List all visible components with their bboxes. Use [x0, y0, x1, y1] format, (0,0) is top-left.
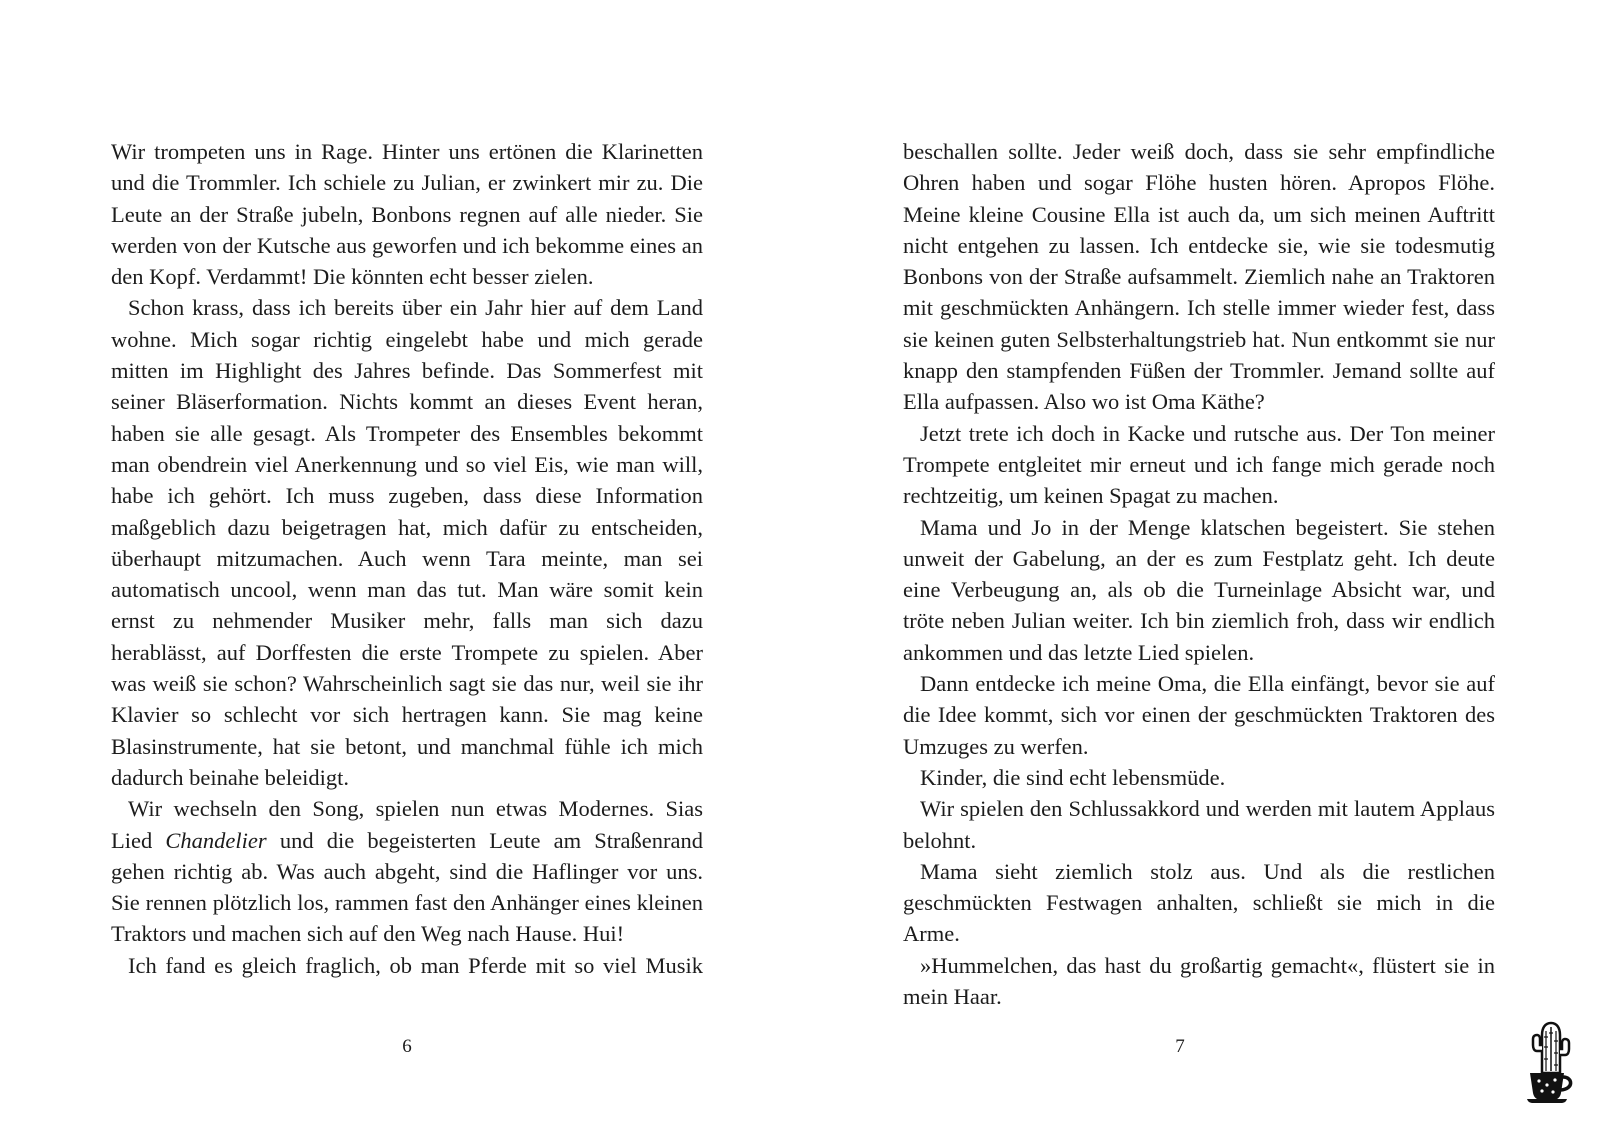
cactus-in-cup-icon: [1526, 1021, 1576, 1103]
song-title: Chandelier: [165, 827, 267, 853]
paragraph-text: und die begeisterten Leute am Straßenrand gehen richtig ab. Was auch abgeht, sind die Haflinger vor uns. Sie rennen plötzlich los, rammen fast den Anhänger eines kleinen Traktors und machen sich auf den Weg nach Hause. Hui!: [111, 827, 703, 947]
paragraph: Jetzt trete ich doch in Kacke und rutsche aus. Der Ton meiner Trompete entgleitet mir erneut und ich fange mich gerade noch rechtzeitig, um keinen Spagat zu machen.: [903, 420, 1495, 509]
paragraph: Schon krass, dass ich bereits über ein Jahr hier auf dem Land wohne. Mich sogar richtig eingelebt habe und mich gerade mitten im Highlight des Jahres befinde. Das Sommerfest mit seiner Bläserformation. Nichts kommt an dieses Event heran, haben sie alle gesagt. Als Trompeter des Ensembles bekommt man obendrein viel Anerkennung und so viel Eis, wie man will, habe ich gehört. Ich muss zugeben, dass diese Information maßgeblich dazu beigetragen hat, mich dafür zu entscheiden, überhaupt mitzumachen. Auch wenn Tara meinte, man sei automatisch uncool, wenn man das tut. Man wäre somit kein ernst zu nehmender Musiker mehr, falls man sich dazu herablässt, auf Dorffesten die erste Trompete zu spielen. Aber was weiß sie schon? Wahrscheinlich sagt sie das nur, weil sie ihr Klavier so schlecht vor sich hertragen kann. Sie mag keine Blasinstrumente, hat sie betont, und manchmal fühle ich mich dadurch beinahe beleidigt.: [111, 295, 703, 790]
left-page-text: [111, 136, 703, 981]
paragraph: Kinder, die sind echt lebensmüde.: [920, 764, 1226, 790]
right-page-text: [903, 136, 1495, 1012]
page-number: 6: [402, 1036, 412, 1057]
paragraph: Mama und Jo in der Menge klatschen begeistert. Sie stehen unweit der Gabelung, an der es zum Festplatz geht. Ich deute eine Verbeugung an, als ob die Turneinlage Absicht war, und tröte neben Julian weiter. Ich bin ziemlich froh, dass wir endlich ankommen und das letzte Lied spielen.: [903, 514, 1495, 665]
paragraph-text: Wir wechseln den Song, spielen nun etwas Modernes. Sias Lied: [111, 796, 703, 853]
paragraph: beschallen sollte. Jeder weiß doch, dass sie sehr empfindliche Ohren haben und sogar Flöhe husten hören. Apropos Flöhe. Meine kleine Cousine Ella ist auch da, um sich meinen Auftritt nicht entgehen zu lassen. Ich entdecke sie, wie sie todesmutig Bonbons von der Straße aufsammelt. Ziemlich nahe an Traktoren mit geschmückten Anhängern. Ich stelle immer wieder fest, dass sie keinen guten Selbsterhaltungstrieb hat. Nun entkommt sie nur knapp den stampfenden Füßen der Trommler. Jemand sollte auf Ella aufpassen. Also wo ist Oma Käthe?: [903, 139, 1495, 415]
page-number: 7: [1175, 1036, 1185, 1057]
paragraph: Dann entdecke ich meine Oma, die Ella einfängt, bevor sie auf die Idee kommt, sich vor einen der geschmückten Traktoren des Umzuges zu werfen.: [903, 671, 1495, 759]
paragraph: Mama sieht ziemlich stolz aus. Und als die restlichen geschmückten Festwagen anhalten, schließt sie mich in die Arme.: [903, 858, 1495, 947]
paragraph: Ich fand es gleich fraglich, ob man Pferde mit so viel Musik: [128, 952, 703, 978]
right-page: [800, 0, 1600, 1131]
paragraph: Wir spielen den Schlussakkord und werden mit lautem Applaus belohnt.: [903, 796, 1495, 853]
paragraph: [111, 793, 703, 949]
paragraph: Wir trompeten uns in Rage. Hinter uns ertönen die Klarinetten und die Trommler. Ich schiele zu Julian, er zwinkert mir zu. Die Leute an der Straße jubeln, Bonbons regnen auf alle nieder. Sie werden von der Kutsche aus geworfen und ich bekomme eines an den Kopf. Verdammt! Die könnten echt besser zielen.: [111, 139, 703, 290]
paragraph: »Hummelchen, das hast du großartig gemacht«, flüstert sie in mein Haar.: [903, 952, 1495, 1010]
